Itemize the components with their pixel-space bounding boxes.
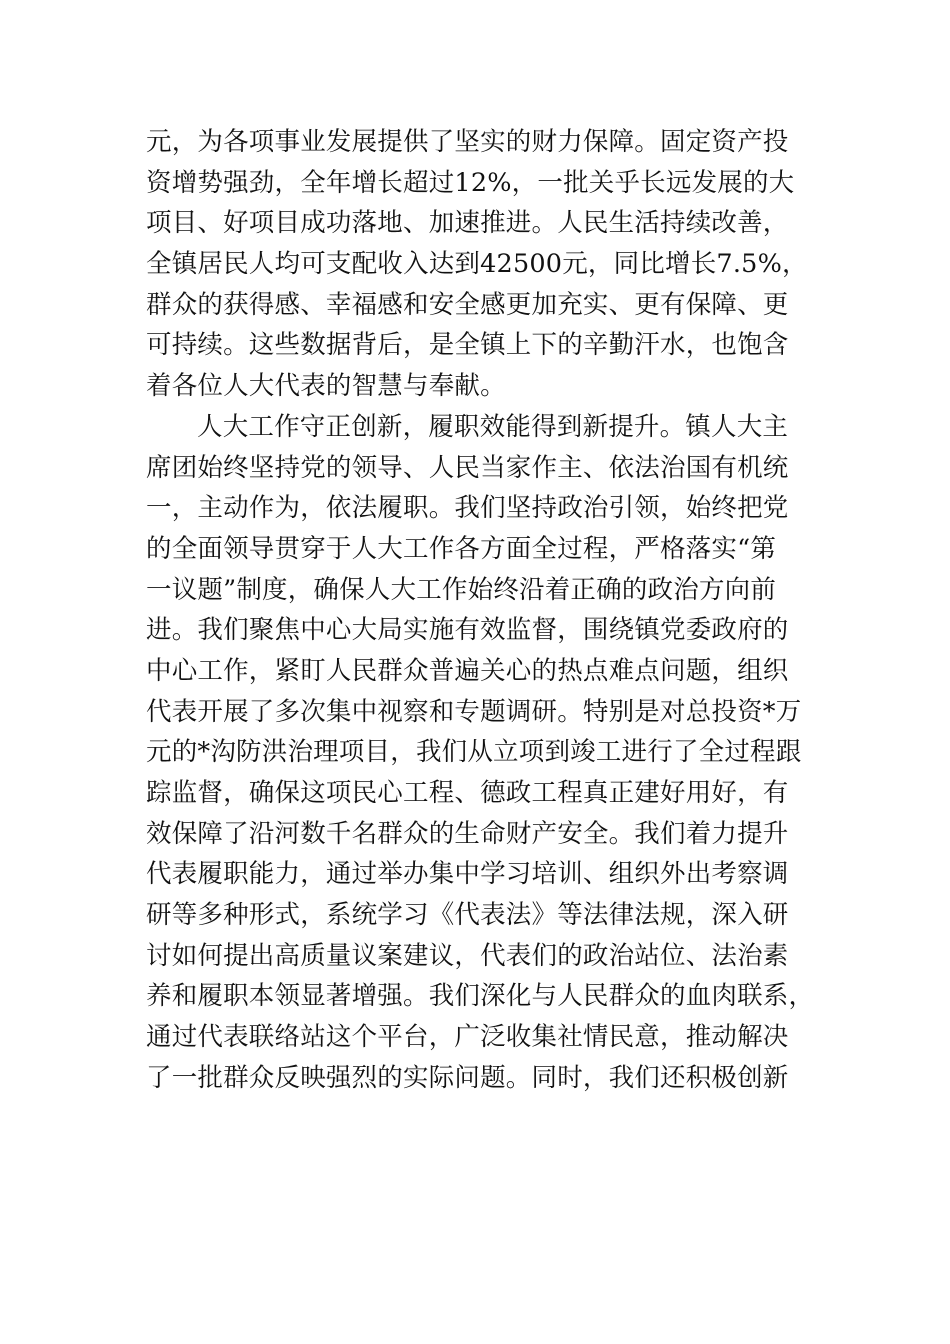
text-line: 元，为各项事业发展提供了坚实的财力保障。固定资产投 <box>146 127 789 157</box>
text-line: 了一批群众反映强烈的实际问题。同时，我们还积极创新 <box>146 1062 789 1093</box>
text-line: 研等多种形式，系统学习《代表法》等法律法规，深入研 <box>146 900 789 931</box>
text-line: 踪监督，确保这项民心工程、德政工程真正建好用好，有 <box>146 778 789 808</box>
text-line: 通过代表联络站这个平台，广泛收集社情民意，推动解决 <box>146 1022 789 1053</box>
text-line: 代表开展了多次集中视察和专题调研。特别是对总投资*万 <box>146 696 802 727</box>
text-line: 全镇居民人均可支配收入达到42500元，同比增长7.5%， <box>146 249 808 280</box>
text-line: 可持续。这些数据背后，是全镇上下的辛勤汗水，也饱含 <box>146 330 789 361</box>
body-text <box>146 122 815 1099</box>
text-line: 中心工作，紧盯人民群众普遍关心的热点难点问题，组织 <box>146 655 789 686</box>
text-line: 代表履职能力，通过举办集中学习培训、组织外出考察调 <box>146 859 789 890</box>
text-line: 效保障了沿河数千名群众的生命财产安全。我们着力提升 <box>146 818 789 849</box>
text-line: 资增势强劲，全年增长超过12%，一批关乎长远发展的大 <box>146 167 795 198</box>
text-line: 一议题”制度，确保人大工作始终沿着正确的政治方向前 <box>146 574 777 605</box>
text-line: 一，主动作为，依法履职。我们坚持政治引领，始终把党 <box>146 493 789 524</box>
text-line: 讨如何提出高质量议案建议，代表们的政治站位、法治素 <box>146 940 789 971</box>
text-line: 养和履职本领显著增强。我们深化与人民群众的血肉联系， <box>146 981 815 1012</box>
paragraph-first-line: 人大工作守正创新，履职效能得到新提升。镇人大主 <box>197 411 789 442</box>
text-line: 席团始终坚持党的领导、人民当家作主、依法治国有机统 <box>146 452 789 483</box>
text-line: 元的*沟防洪治理项目，我们从立项到竣工进行了全过程跟 <box>146 737 802 768</box>
text-line: 群众的获得感、幸福感和安全感更加充实、更有保障、更 <box>146 289 789 320</box>
text-line: 着各位人大代表的智慧与奉献。 <box>146 371 506 402</box>
text-line: 项目、好项目成功落地、加速推进。人民生活持续改善， <box>146 208 789 239</box>
text-line: 进。我们聚焦中心大局实施有效监督，围绕镇党委政府的 <box>146 615 789 646</box>
text-line: 的全面领导贯穿于人大工作各方面全过程，严格落实“第 <box>146 533 777 564</box>
